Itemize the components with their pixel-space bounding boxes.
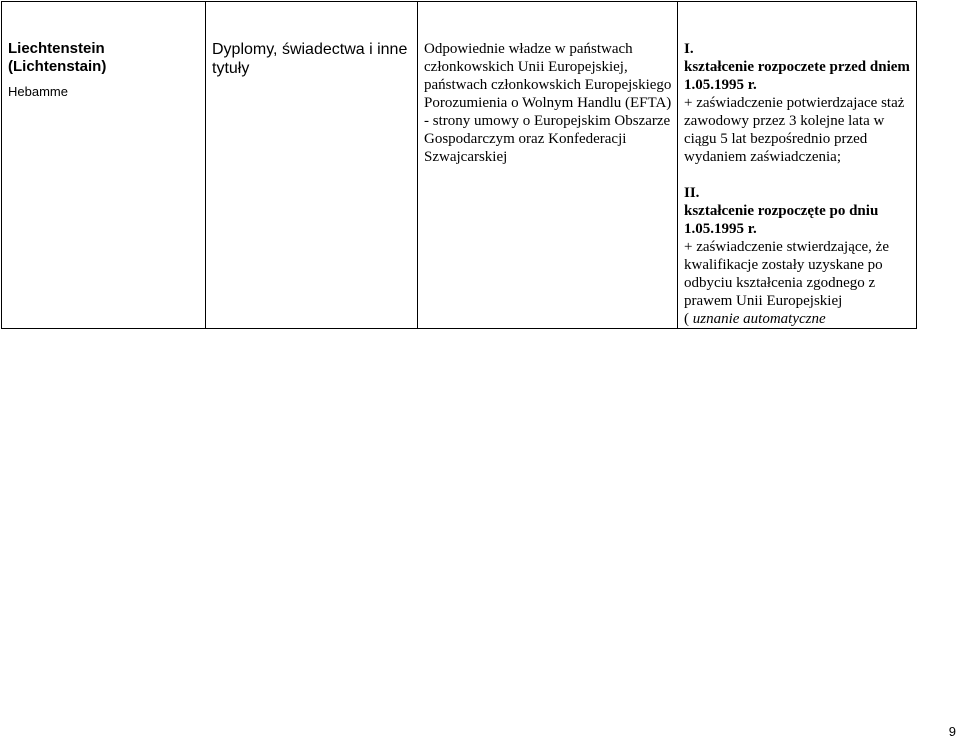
requirements-cell — [678, 2, 917, 329]
country-name-line1: Liechtenstein — [8, 40, 105, 57]
country-name-line2: (Lichtenstain) — [8, 58, 107, 75]
table-row — [2, 2, 917, 329]
note-text: uznanie automatyczne — [689, 311, 826, 327]
section-2-note — [684, 310, 912, 328]
section-2-heading: kształcenie rozpoczęte po dniu 1.05.1995 r. — [684, 203, 879, 237]
authority-cell — [418, 2, 678, 329]
country-cell — [2, 2, 206, 329]
section-1-heading: kształcenie rozpoczete przed dniem 1.05.1995 r. — [684, 59, 910, 93]
issuing-authority: Odpowiednie władze w państwach członkowskich Unii Europejskiej, państwach członkowskich Europejskiego Porozumienia o Wolnym Handlu (EFTA) - strony umowy o Europejskim Obszarze Gospodarczym oraz Konfederacji Szwajcarskiej — [424, 41, 672, 165]
section-2-text: + zaświadczenie stwierdzające, że kwalifikacje zostały uzyskane po odbyciu kształcenia zgodnego z prawem Unii Europejskiej — [684, 239, 889, 309]
note-paren: ( — [684, 311, 689, 327]
section-spacer — [684, 166, 912, 184]
section-1-numeral: I. — [684, 41, 694, 57]
document-title: Dyplomy, świadectwa i inne tytuły — [212, 41, 408, 77]
qualifications-table — [1, 1, 917, 329]
section-1-text: + zaświadczenie potwierdzajace staż zawodowy przez 3 kolejne lata w ciągu 5 lat bezpośrednio przed wydaniem zaświadczenia; — [684, 95, 905, 165]
page-number: 9 — [948, 724, 956, 739]
section-2-numeral: II. — [684, 185, 700, 201]
profession-title: Hebamme — [8, 84, 68, 99]
country-name — [8, 40, 201, 76]
document-title-cell — [206, 2, 418, 329]
